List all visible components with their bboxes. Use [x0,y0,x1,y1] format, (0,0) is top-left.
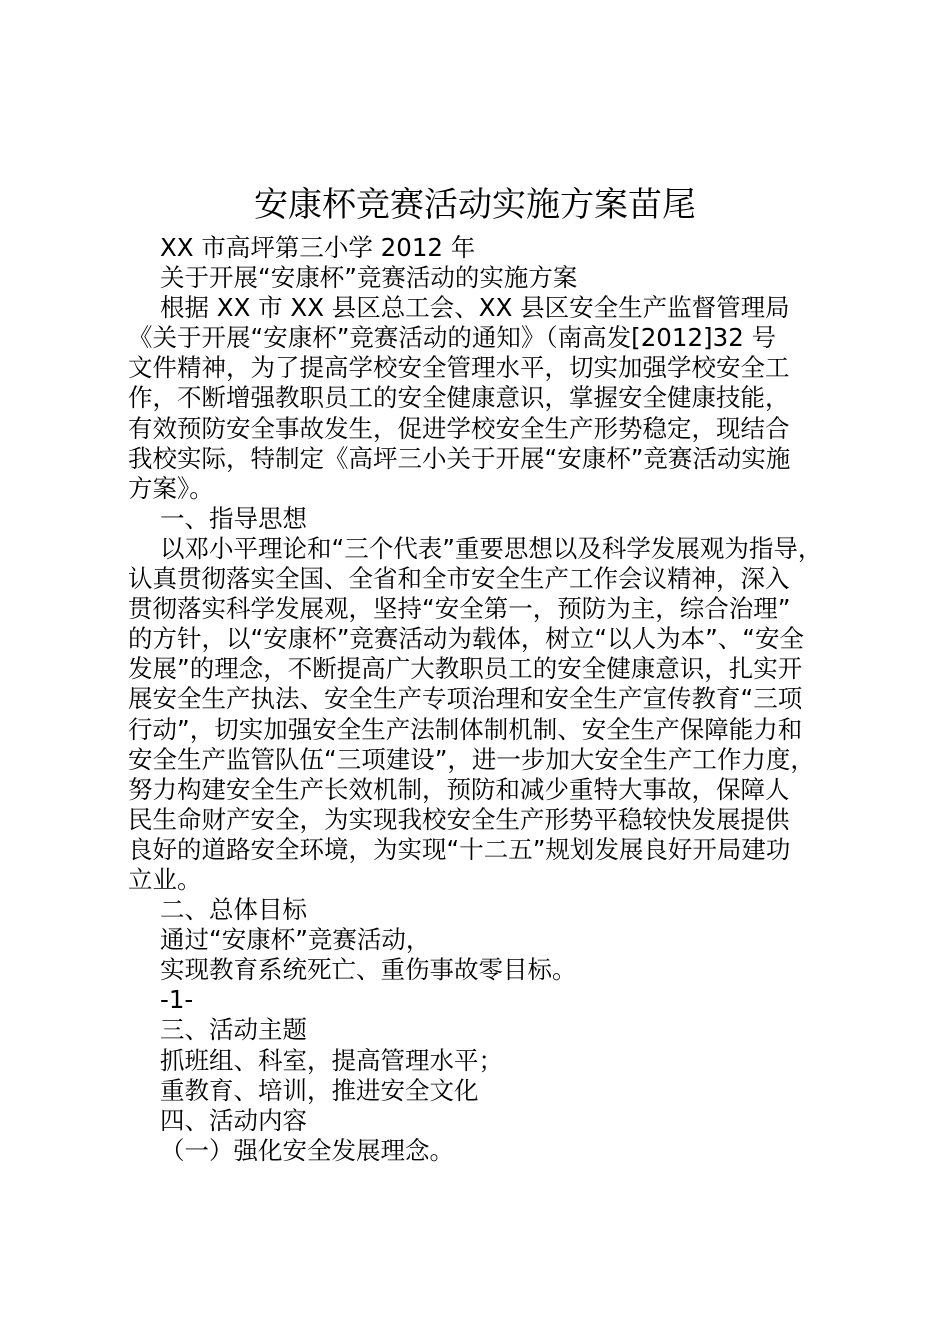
text-line: -1- [160,985,194,1015]
text-line: 通过“安康杯”竞赛活动， [160,925,431,955]
text-line: 贯彻落实科学发展观，坚持“安全第一，预防为主，综合治理” [128,594,791,624]
text-line: 作，不断增强教职员工的安全健康意识，掌握安全健康技能， [128,383,790,413]
text-line: 实现教育系统死亡、重伤事故零目标。 [160,955,577,985]
text-line: 立业。 [128,864,202,894]
text-line: XX 市高坪第三小学 2012 年 [160,233,476,262]
text-line: 良好的道路安全环境，为实现“十二五”规划发展良好开局建功 [128,834,791,864]
text-line: （一）强化安全发展理念。 [160,1135,454,1165]
text-line: 文件精神，为了提高学校安全管理水平，切实加强学校安全工 [128,353,790,383]
text-line: 方案》。 [128,473,214,503]
text-line: 一、指导思想 [160,503,307,533]
document-body [128,233,848,1166]
text-line: 《关于开展“安康杯”竞赛活动的通知》（南高发[2012]32 号 [128,323,777,353]
text-line: 以邓小平理论和“三个代表”重要思想以及科学发展观为指导， [160,533,823,563]
text-line: 发展”的理念，不断提高广大教职员工的安全健康意识，扎实开 [128,654,803,684]
text-line: 行动”，切实加强安全生产法制体制机制、安全生产保障能力和 [128,714,803,744]
text-line: 认真贯彻落实全国、全省和全市安全生产工作会议精神，深入 [128,564,790,594]
text-line: 根据 XX 市 XX 县区总工会、XX 县区安全生产监督管理局 [160,293,790,323]
text-line: 展安全生产执法、安全生产专项治理和安全生产宣传教育“三项 [128,684,803,714]
text-line: 的方针，以“安康杯”竞赛活动为载体，树立“以人为本”、“安全 [128,624,804,654]
text-line: 努力构建安全生产长效机制，预防和减少重特大事故，保障人 [128,774,790,804]
text-line: 民生命财产安全，为实现我校安全生产形势平稳较快发展提供 [128,804,790,834]
document-title: 安康杯竞赛活动实施方案苗尾 [254,185,696,225]
text-line: 重教育、培训，推进安全文化 [160,1075,479,1105]
text-line: 抓班组、科室，提高管理水平； [160,1045,503,1075]
text-line: 三、活动主题 [160,1015,307,1045]
text-line: 有效预防安全事故发生，促进学校安全生产形势稳定，现结合 [128,413,790,443]
text-line: 安全生产监管队伍“三项建设”，进一步加大安全生产工作力度， [128,744,815,774]
text-line: 关于开展“安康杯”竞赛活动的实施方案 [160,263,578,293]
text-line: 我校实际，特制定《高坪三小关于开展“安康杯”竞赛活动实施 [128,443,791,473]
text-line: 四、活动内容 [160,1105,307,1135]
text-line: 二、总体目标 [160,895,307,925]
